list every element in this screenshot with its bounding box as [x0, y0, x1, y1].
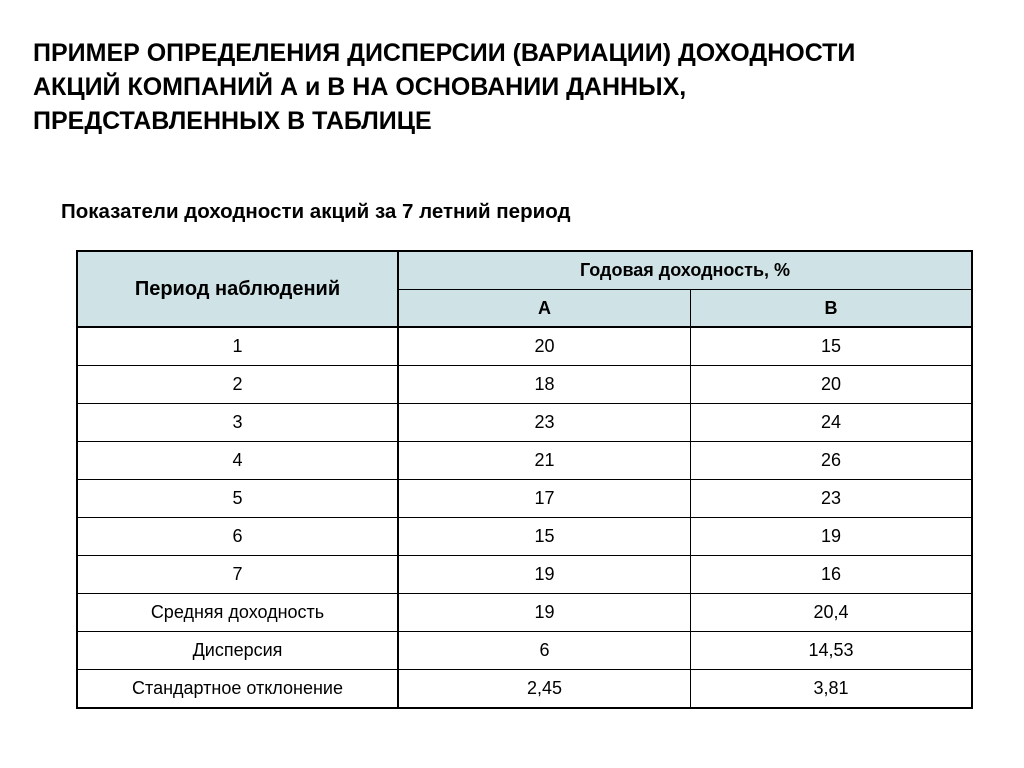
table-body: [77, 327, 972, 708]
table-row: [77, 556, 972, 594]
table-caption: Показатели доходности акций за 7 летний период: [61, 200, 571, 223]
return-a-cell: 17: [398, 480, 691, 518]
return-b-cell: 26: [691, 442, 973, 480]
table-row: [77, 366, 972, 404]
slide-title-line-2: АКЦИЙ КОМПАНИЙ А и В НА ОСНОВАНИИ ДАННЫХ,: [33, 73, 687, 101]
table-row: [77, 480, 972, 518]
period-cell: 6: [77, 518, 398, 556]
returns-table: [76, 250, 973, 709]
return-b-cell: 16: [691, 556, 973, 594]
return-b-cell: 20: [691, 366, 973, 404]
period-cell: 2: [77, 366, 398, 404]
period-cell: 5: [77, 480, 398, 518]
slide-title-line-3: ПРЕДСТАВЛЕННЫХ В ТАБЛИЦЕ: [33, 107, 432, 135]
slide-title-line-1: ПРИМЕР ОПРЕДЕЛЕНИЯ ДИСПЕРСИИ (ВАРИАЦИИ) ДОХОДНОСТИ: [33, 39, 856, 67]
return-b-cell: 24: [691, 404, 973, 442]
mean-a-cell: 19: [398, 594, 691, 632]
slide-title: [33, 36, 993, 138]
table-row: [77, 518, 972, 556]
table-row: [77, 442, 972, 480]
mean-label-cell: Средняя доходность: [77, 594, 398, 632]
table-row: [77, 327, 972, 366]
table-row-stddev: [77, 670, 972, 709]
return-a-cell: 18: [398, 366, 691, 404]
table-header: [77, 251, 972, 327]
return-a-cell: 15: [398, 518, 691, 556]
return-a-cell: 19: [398, 556, 691, 594]
variance-b-cell: 14,53: [691, 632, 973, 670]
header-row-1: [77, 251, 972, 290]
period-cell: 4: [77, 442, 398, 480]
return-a-cell: 20: [398, 327, 691, 366]
return-b-cell: 15: [691, 327, 973, 366]
header-annual-return: Годовая доходность, %: [398, 251, 972, 290]
period-cell: 3: [77, 404, 398, 442]
header-company-b: В: [691, 290, 973, 328]
table-row-mean: [77, 594, 972, 632]
return-a-cell: 21: [398, 442, 691, 480]
header-period: Период наблюдений: [77, 251, 398, 327]
period-cell: 1: [77, 327, 398, 366]
period-cell: 7: [77, 556, 398, 594]
stddev-b-cell: 3,81: [691, 670, 973, 709]
table-row: [77, 404, 972, 442]
stddev-a-cell: 2,45: [398, 670, 691, 709]
return-a-cell: 23: [398, 404, 691, 442]
variance-a-cell: 6: [398, 632, 691, 670]
mean-b-cell: 20,4: [691, 594, 973, 632]
return-b-cell: 19: [691, 518, 973, 556]
table-row-variance: [77, 632, 972, 670]
variance-label-cell: Дисперсия: [77, 632, 398, 670]
return-b-cell: 23: [691, 480, 973, 518]
stddev-label-cell: Стандартное отклонение: [77, 670, 398, 709]
header-company-a: А: [398, 290, 691, 328]
